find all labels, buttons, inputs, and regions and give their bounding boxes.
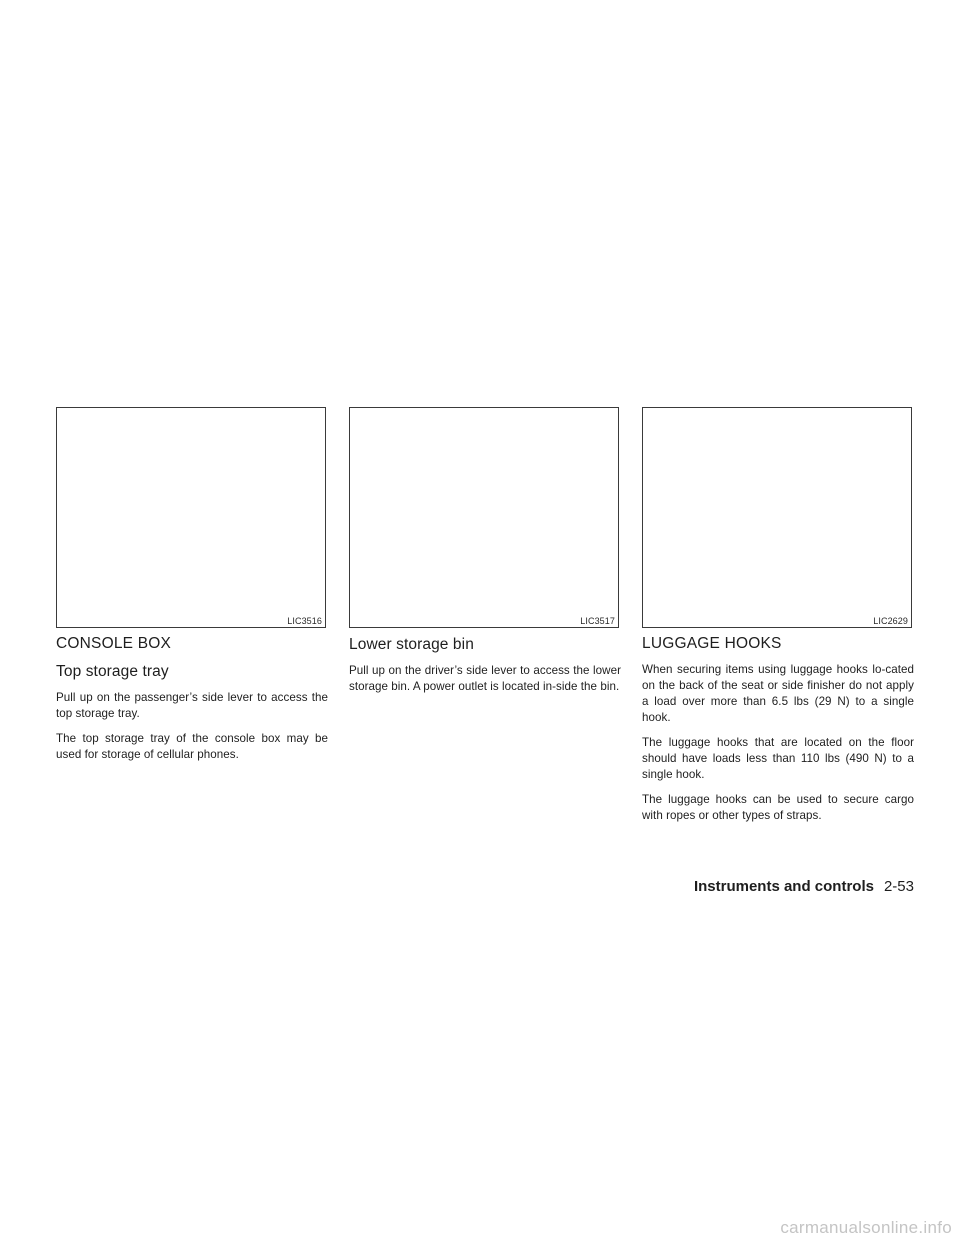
sub-title: Top storage tray	[56, 663, 169, 680]
paragraph: Pull up on the passenger’s side lever to access the top storage tray.	[56, 691, 328, 720]
column-luggage-hooks	[642, 634, 914, 833]
sub-title: Lower storage bin	[349, 636, 474, 653]
page-footer	[694, 878, 914, 895]
paragraph: The top storage tray of the console box may be used for storage of cellular phones.	[56, 732, 328, 761]
figure-code: LIC3516	[287, 616, 322, 626]
chapter-title: Instruments and controls	[693, 878, 874, 895]
section-title: LUGGAGE HOOKS	[642, 635, 782, 652]
section-title: CONSOLE BOX	[56, 635, 172, 652]
paragraph: When securing items using luggage hooks lo-cated on the back of the seat or side finisher do not apply a load over more than 6.5 lbs (29 N) to a single hook.	[642, 663, 914, 724]
paragraph: The luggage hooks that are located on the floor should have loads less than 110 lbs (490 N) to a single hook.	[642, 736, 914, 781]
figure-luggage-hooks	[642, 407, 912, 628]
figure-code: LIC2629	[873, 616, 908, 626]
figure-console-box	[56, 407, 326, 628]
watermark: carmanualsonline.info	[780, 1218, 952, 1237]
column-console-box	[56, 634, 328, 772]
paragraph: Pull up on the driver’s side lever to access the lower storage bin. A power outlet is located in-side the bin.	[349, 664, 621, 693]
column-lower-storage-bin	[349, 634, 621, 704]
paragraph: The luggage hooks can be used to secure cargo with ropes or other types of straps.	[642, 793, 914, 822]
figure-code: LIC3517	[580, 616, 615, 626]
page-number: 2-53	[883, 878, 914, 895]
figure-lower-storage-bin	[349, 407, 619, 628]
